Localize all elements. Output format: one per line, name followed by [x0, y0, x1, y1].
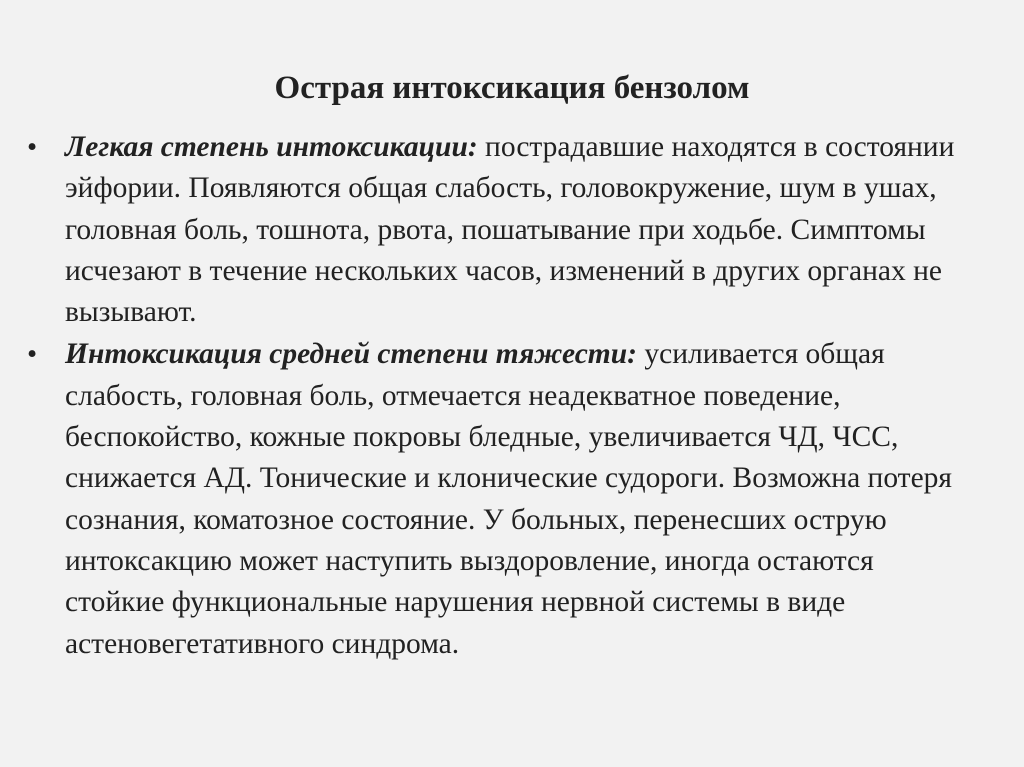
bullet-heading: Легкая степень интоксикации: [65, 131, 478, 163]
bullet-text: пострадавшие находятся в состоянии эйфории. Появляются общая слабость, головокружение, шум в ушах, головная боль, тошнота, рвота, пошатывание при ходьбе. Симптомы исчезают в течение нескольких часов, изменений в других органах не вызывают. [65, 131, 955, 329]
slide-title: Острая интоксикация бензолом [274, 70, 750, 106]
bullet-marker: • [27, 338, 38, 371]
bullet-item-moderate [0, 334, 965, 664]
bullet-list [0, 127, 1024, 666]
bullet-marker: • [27, 131, 38, 163]
bullet-text: усиливается общая слабость, головная боль, отмечается неадекватное поведение, беспокойство, кожные покровы бледные, увеличивается ЧД, ЧСС, снижается АД. Тонические и клонические судороги. Возможна потеря сознания, коматозное состояние. У больных, перенесших острую интоксакцию может наступить выздоровление, иногда остаются стойкие функциональные нарушения нервной системы в виде астеновегетативного синдрома. [65, 338, 952, 660]
bullet-item-mild [0, 127, 965, 333]
bullet-heading: Интоксикация средней степени тяжести: [65, 338, 637, 371]
